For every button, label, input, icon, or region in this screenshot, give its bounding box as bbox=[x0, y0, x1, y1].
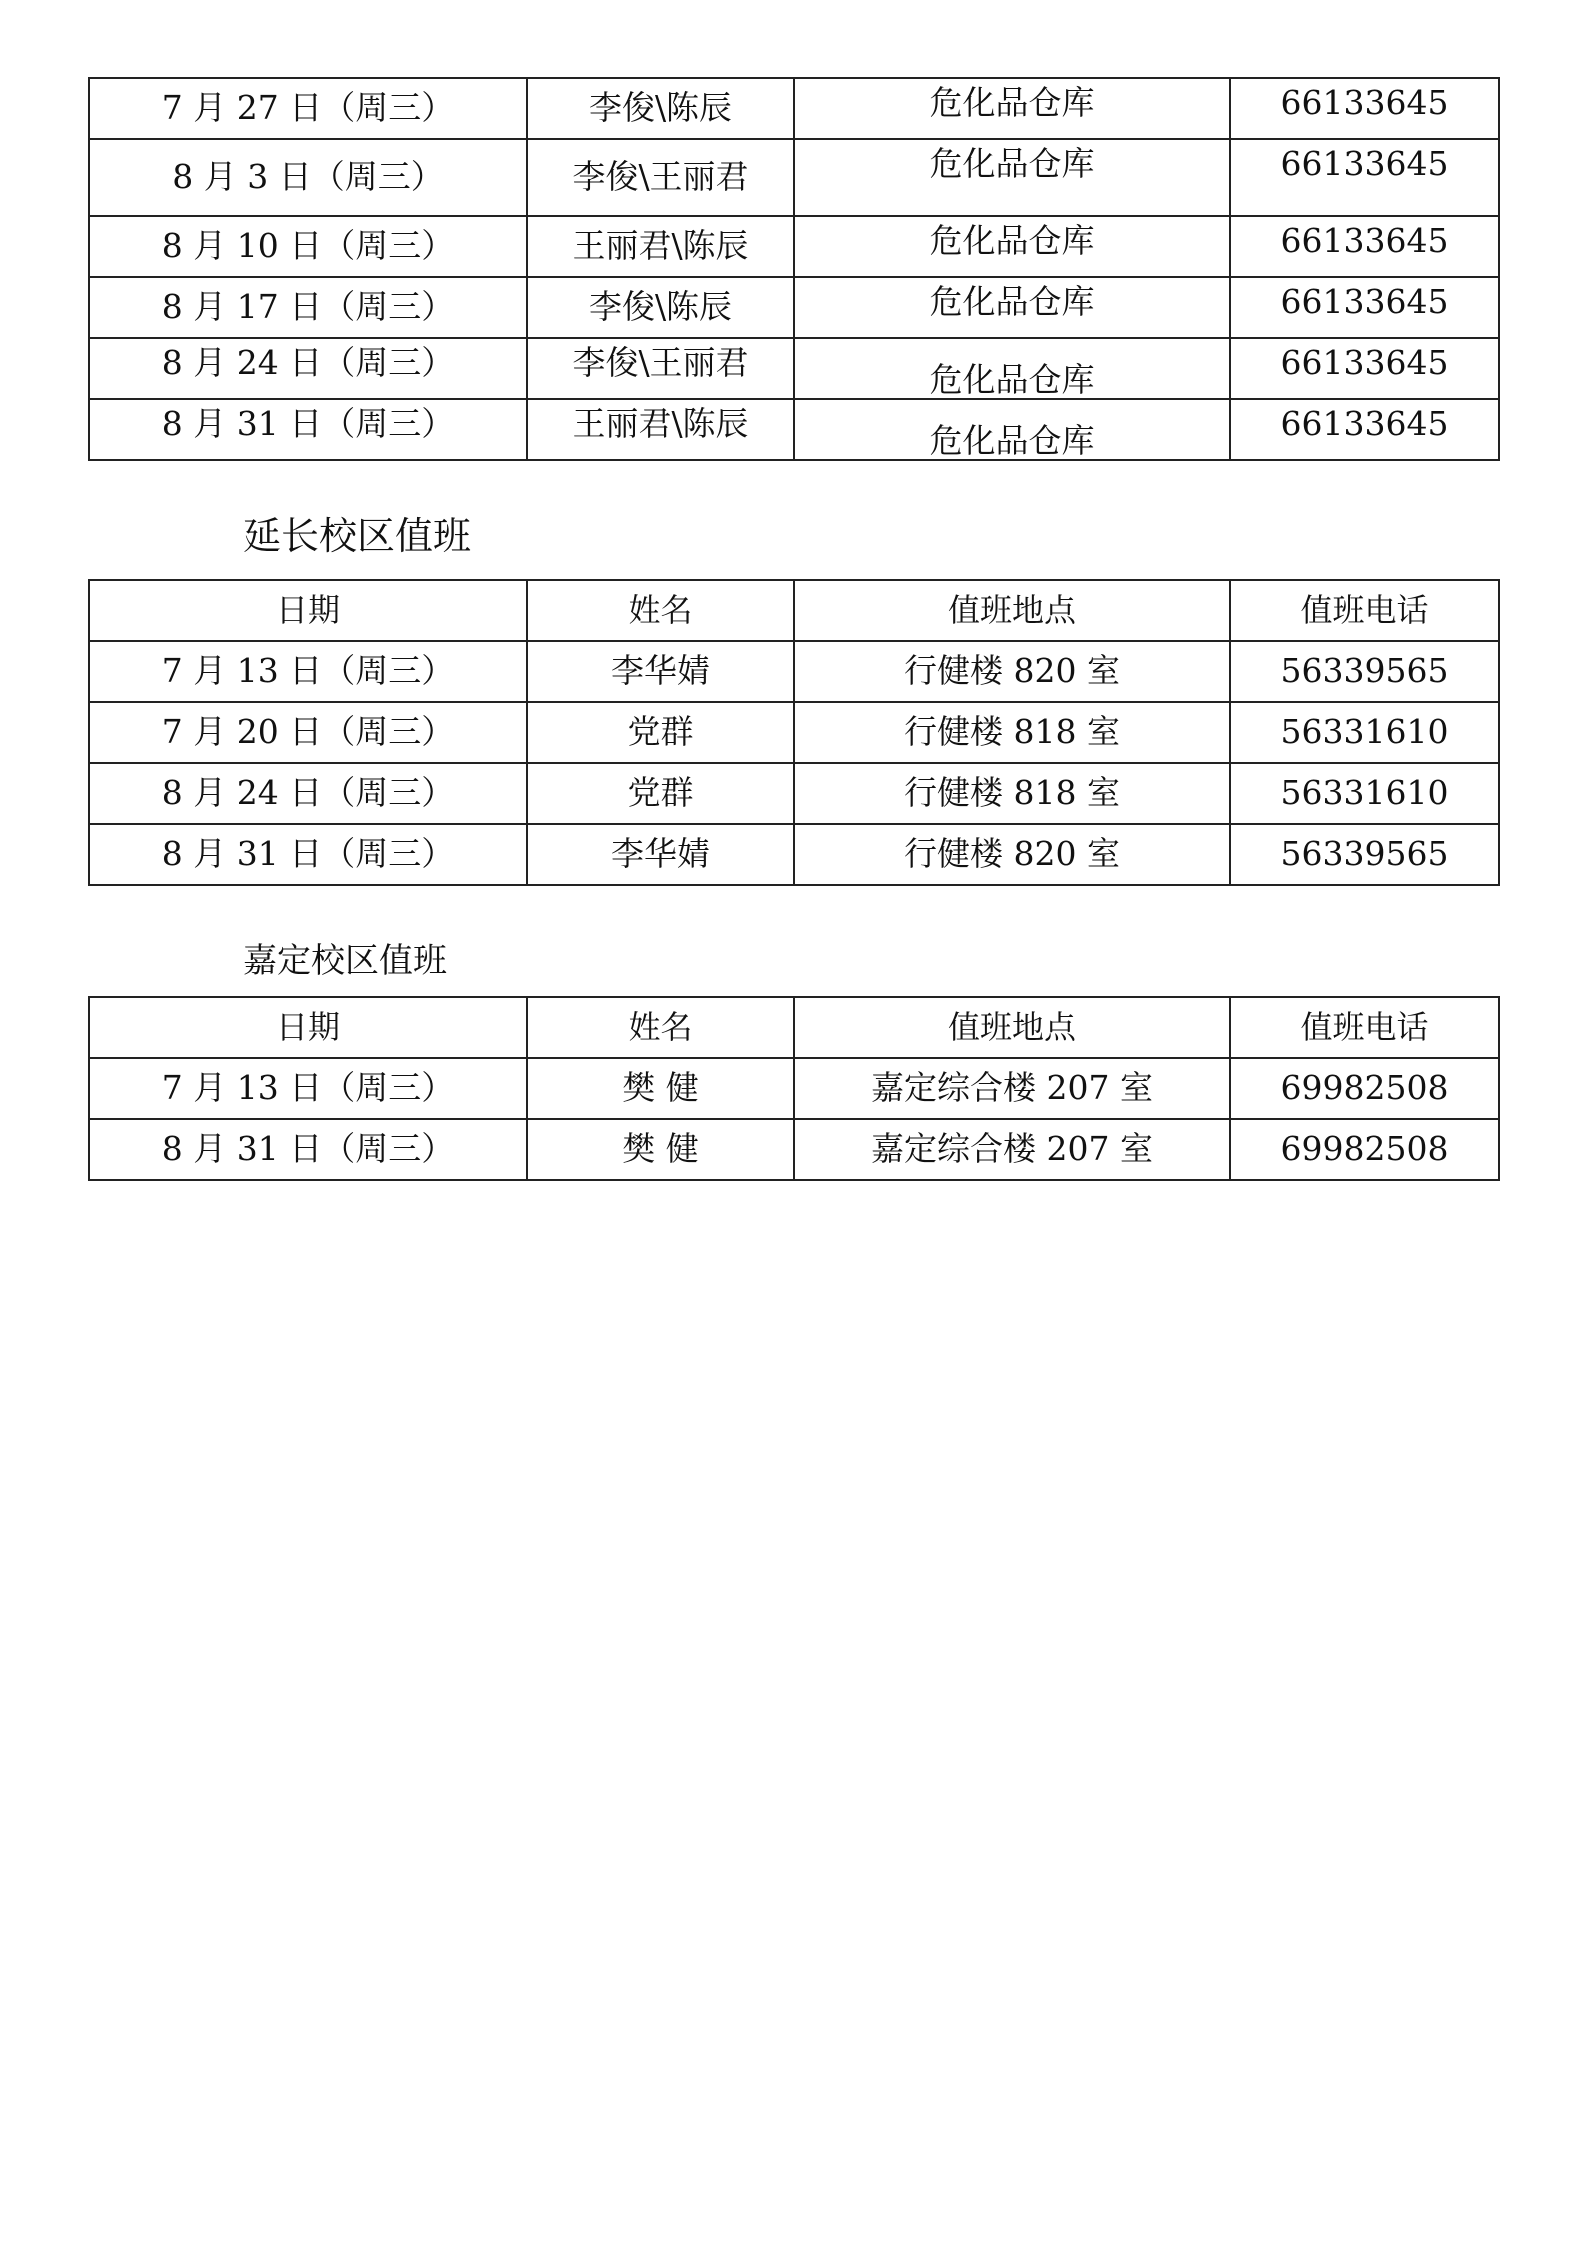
date-cell: 7 月 20 日（周三） bbox=[89, 702, 527, 763]
name-cell: 李俊\王丽君 bbox=[527, 338, 794, 399]
date-cell: 8 月 24 日（周三） bbox=[89, 763, 527, 824]
name-cell: 王丽君\陈辰 bbox=[527, 399, 794, 460]
table-row bbox=[89, 399, 1499, 460]
yanchang-duty-table bbox=[88, 579, 1500, 886]
phone-cell: 56331610 bbox=[1230, 763, 1499, 824]
header-location: 值班地点 bbox=[794, 580, 1230, 641]
table-row bbox=[89, 1119, 1499, 1180]
table-row bbox=[89, 139, 1499, 216]
table-row bbox=[89, 702, 1499, 763]
table-row bbox=[89, 338, 1499, 399]
name-cell: 李俊\王丽君 bbox=[527, 139, 794, 216]
date-cell: 7 月 13 日（周三） bbox=[89, 1058, 527, 1119]
name-cell: 王丽君\陈辰 bbox=[527, 216, 794, 277]
header-location: 值班地点 bbox=[794, 997, 1230, 1058]
name-cell: 李俊\陈辰 bbox=[527, 78, 794, 139]
date-cell: 8 月 3 日（周三） bbox=[89, 139, 527, 216]
table-row bbox=[89, 216, 1499, 277]
location-cell: 行健楼 820 室 bbox=[794, 824, 1230, 885]
header-name: 姓名 bbox=[527, 997, 794, 1058]
header-phone: 值班电话 bbox=[1230, 997, 1499, 1058]
phone-cell: 69982508 bbox=[1230, 1058, 1499, 1119]
phone-cell: 56339565 bbox=[1230, 824, 1499, 885]
table-header-row bbox=[89, 580, 1499, 641]
phone-cell: 66133645 bbox=[1230, 277, 1499, 338]
location-cell: 危化品仓库 bbox=[794, 338, 1230, 399]
phone-cell: 66133645 bbox=[1230, 139, 1499, 216]
date-cell: 8 月 24 日（周三） bbox=[89, 338, 527, 399]
phone-cell: 56331610 bbox=[1230, 702, 1499, 763]
table-row bbox=[89, 763, 1499, 824]
jiading-section-title: 嘉定校区值班 bbox=[243, 941, 447, 981]
date-cell: 8 月 31 日（周三） bbox=[89, 399, 527, 460]
table-row bbox=[89, 1058, 1499, 1119]
name-cell: 樊 健 bbox=[527, 1058, 794, 1119]
name-cell: 樊 健 bbox=[527, 1119, 794, 1180]
date-cell: 8 月 31 日（周三） bbox=[89, 824, 527, 885]
name-cell: 党群 bbox=[527, 702, 794, 763]
table-row bbox=[89, 641, 1499, 702]
date-cell: 8 月 31 日（周三） bbox=[89, 1119, 527, 1180]
phone-cell: 66133645 bbox=[1230, 216, 1499, 277]
name-cell: 李华婧 bbox=[527, 824, 794, 885]
duty-table-continued bbox=[88, 77, 1500, 461]
phone-cell: 66133645 bbox=[1230, 78, 1499, 139]
location-cell: 危化品仓库 bbox=[794, 78, 1230, 139]
location-cell: 危化品仓库 bbox=[794, 277, 1230, 338]
table-row bbox=[89, 78, 1499, 139]
phone-cell: 66133645 bbox=[1230, 338, 1499, 399]
location-cell: 危化品仓库 bbox=[794, 216, 1230, 277]
name-cell: 李华婧 bbox=[527, 641, 794, 702]
date-cell: 7 月 13 日（周三） bbox=[89, 641, 527, 702]
location-cell: 行健楼 818 室 bbox=[794, 702, 1230, 763]
date-cell: 7 月 27 日（周三） bbox=[89, 78, 527, 139]
header-phone: 值班电话 bbox=[1230, 580, 1499, 641]
location-cell: 嘉定综合楼 207 室 bbox=[794, 1119, 1230, 1180]
jiading-duty-table bbox=[88, 996, 1500, 1181]
phone-cell: 66133645 bbox=[1230, 399, 1499, 460]
yanchang-section-title: 延长校区值班 bbox=[243, 514, 472, 558]
header-date: 日期 bbox=[89, 997, 527, 1058]
location-cell: 危化品仓库 bbox=[794, 399, 1230, 460]
name-cell: 李俊\陈辰 bbox=[527, 277, 794, 338]
location-cell: 行健楼 820 室 bbox=[794, 641, 1230, 702]
name-cell: 党群 bbox=[527, 763, 794, 824]
date-cell: 8 月 17 日（周三） bbox=[89, 277, 527, 338]
location-cell: 嘉定综合楼 207 室 bbox=[794, 1058, 1230, 1119]
phone-cell: 69982508 bbox=[1230, 1119, 1499, 1180]
table-row bbox=[89, 277, 1499, 338]
header-date: 日期 bbox=[89, 580, 527, 641]
table-header-row bbox=[89, 997, 1499, 1058]
header-name: 姓名 bbox=[527, 580, 794, 641]
location-cell: 行健楼 818 室 bbox=[794, 763, 1230, 824]
location-cell: 危化品仓库 bbox=[794, 139, 1230, 216]
phone-cell: 56339565 bbox=[1230, 641, 1499, 702]
table-row bbox=[89, 824, 1499, 885]
date-cell: 8 月 10 日（周三） bbox=[89, 216, 527, 277]
